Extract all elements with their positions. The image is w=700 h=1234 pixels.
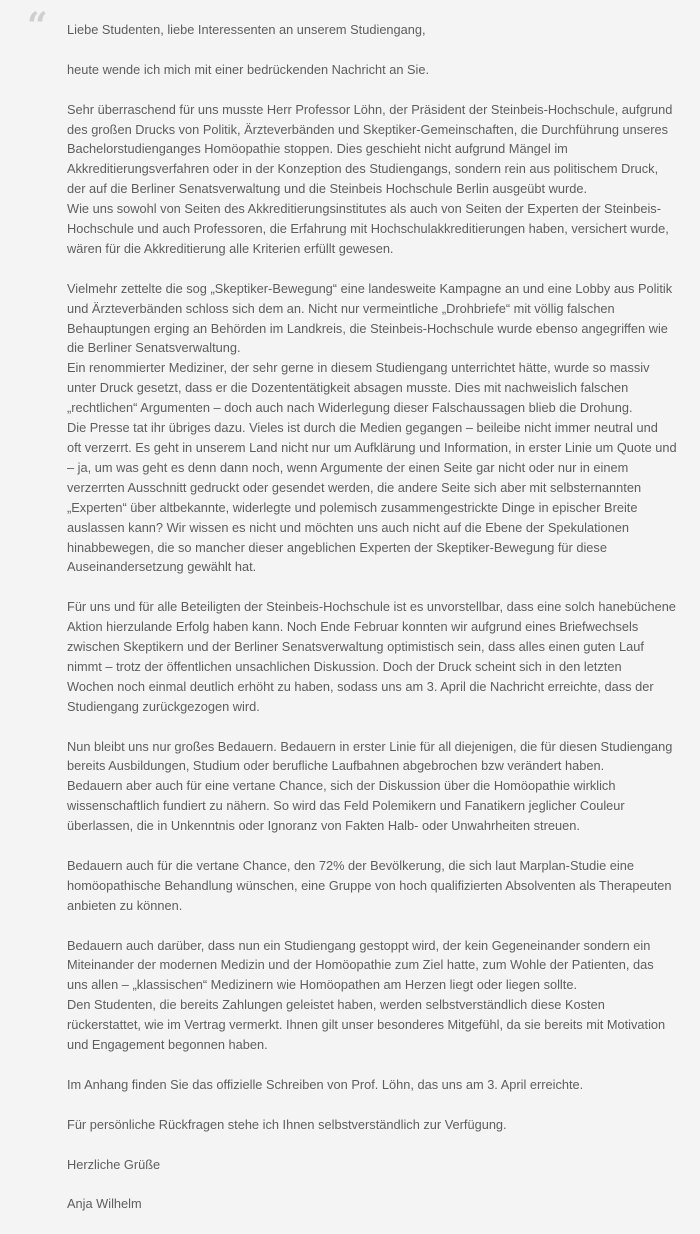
text-line: Die Presse tat ihr übriges dazu. Vieles ist durch die Medien gegangen – beileibe nicht immer neutral und bbox=[67, 420, 658, 436]
text-line: „Experten“ über altbekannte, widerlegte und polemisch zusammengestrickte Dinge in epischer Breite bbox=[67, 499, 638, 515]
text-line: auslassen kann? Wir wissen es nicht und möchten uns auch nicht auf die Ebene der Spekulationen bbox=[67, 519, 629, 535]
text-line: Für persönliche Rückfragen stehe ich Ihnen selbstverständlich zur Verfügung. bbox=[67, 1116, 507, 1132]
text-line: oft verzerrt. Es geht in unserem Land nicht nur um Aufklärung und Information, in erster Linie um Quote und bbox=[67, 439, 677, 455]
text-line: des großen Drucks von Politik, Ärzteverbänden und Skeptiker-Gemeinschaften, die Durchführung unseres bbox=[67, 121, 669, 137]
text-line: wären für die Akkreditierung alle Kriterien erfüllt gewesen. bbox=[67, 240, 394, 256]
letter-paragraph bbox=[67, 1155, 693, 1175]
text-line: uns allen – „klassischen“ Medizinern wie Homöopathen am Herzen liegt oder liegen sollte. bbox=[67, 977, 578, 993]
text-line: Ein renommierter Mediziner, der sehr gerne in diesem Studiengang unterrichtet hätte, wurde so massiv bbox=[67, 360, 650, 376]
text-line: unter Druck gesetzt, dass er die Dozententätigkeit absagen musste. Dies mit nachweislich falschen bbox=[67, 380, 629, 396]
text-line: Bedauern aber auch für eine vertane Chance, sich der Diskussion über die Homöopathie wirklich bbox=[67, 778, 616, 794]
text-line: heute wende ich mich mit einer bedrückenden Nachricht an Sie. bbox=[67, 61, 430, 77]
text-line: homöopathische Behandlung wünschen, eine Gruppe von hoch qualifizierten Absolventen als Therapeuten bbox=[67, 877, 672, 893]
text-line: Vielmehr zettelte die sog „Skeptiker-Bewegung“ eine landesweite Kampagne an und eine Lobby aus Politik bbox=[67, 280, 673, 296]
text-line: – ja, um was geht es denn dann noch, wenn Argumente der einen Seite gar nicht oder nur in einem bbox=[67, 459, 629, 475]
letter-paragraph bbox=[67, 1194, 693, 1214]
opening-quote-icon: “ bbox=[27, 5, 46, 47]
text-line: zwischen Skeptikern und der Berliner Senatsverwaltung optimistisch sein, dass alles einen guten Lauf bbox=[67, 639, 644, 655]
text-line: Den Studenten, die bereits Zahlungen geleistet haben, werden selbstverständlich diese Kosten bbox=[67, 997, 605, 1013]
letter-paragraph bbox=[67, 279, 693, 578]
text-line: Nun bleibt uns nur großes Bedauern. Bedauern in erster Linie für all diejenigen, die für diesen Studiengang bbox=[67, 738, 673, 754]
text-line: Sehr überraschend für uns musste Herr Professor Löhn, der Präsident der Steinbeis-Hochschule, aufgrund bbox=[67, 101, 673, 117]
letter-paragraph bbox=[67, 597, 693, 716]
text-line: der auf die Berliner Senatsverwaltung und die Steinbeis Hochschule Berlin ausgeübt wurde. bbox=[67, 181, 588, 197]
text-line: Liebe Studenten, liebe Interessenten an unserem Studiengang, bbox=[67, 22, 426, 37]
text-line: Herzliche Grüße bbox=[67, 1156, 161, 1172]
text-line: Bedauern auch für die vertane Chance, den 72% der Bevölkerung, die sich laut Marplan-Studie eine bbox=[67, 857, 634, 873]
text-line: wissenschaftlich fundiert zu nähern. So wird das Feld Polemikern und Fanatikern jeglicher Couleur bbox=[67, 798, 625, 814]
text-line: Miteinander der modernen Medizin und der Homöopathie zum Ziel hatte, zum Wohle der Patienten, das bbox=[67, 957, 654, 973]
letter-paragraph bbox=[67, 856, 693, 916]
letter-paragraph bbox=[67, 100, 693, 259]
text-line: Bachelorstudienganges Homöopathie stoppen. Dies geschieht nicht aufgrund Mängel im bbox=[67, 141, 568, 157]
letter-body bbox=[67, 20, 693, 1234]
text-line: und Ärzteverbänden schloss sich dem an. Nicht nur vermeintliche „Drohbriefe“ mit völlig falschen bbox=[67, 300, 615, 316]
text-line: Anja Wilhelm bbox=[67, 1196, 142, 1212]
text-line: Aktion hierzulande Erfolg haben kann. Noch Ende Februar konnten wir aufgrund eines Briefwechsels bbox=[67, 619, 639, 635]
text-line: und Engagement begonnen haben. bbox=[67, 1037, 268, 1053]
text-line: „rechtlichen“ Argumenten – doch auch nach Widerlegung dieser Falschaussagen blieb die Drohung. bbox=[67, 400, 633, 416]
text-line: Bedauern auch darüber, dass nun ein Studiengang gestoppt wird, der kein Gegeneinander sondern ein bbox=[67, 937, 651, 953]
letter-paragraph bbox=[67, 60, 693, 80]
text-line: bereits Ausbildungen, Studium oder berufliche Laufbahnen abgebrochen bzw verändert haben. bbox=[67, 758, 605, 774]
letter-paragraph bbox=[67, 737, 693, 837]
text-line: anbieten zu können. bbox=[67, 897, 183, 913]
text-line: die Berliner Senatsverwaltung. bbox=[67, 340, 241, 356]
text-line: überlassen, die in Unkenntnis oder Ignoranz von Fakten Halb- oder Unwahrheiten streuen. bbox=[67, 818, 580, 834]
text-line: Studiengang zurückgezogen wird. bbox=[67, 698, 260, 714]
text-line: Im Anhang finden Sie das offizielle Schreiben von Prof. Löhn, das uns am 3. April erreichte. bbox=[67, 1076, 584, 1092]
text-line: Hochschule und auch Professoren, die Erfahrung mit Hochschulakkreditierungen haben, versichert wurde, bbox=[67, 221, 669, 237]
letter-paragraph bbox=[67, 1075, 693, 1095]
letter-paragraph bbox=[67, 20, 693, 40]
text-line: rückerstattet, wie im Vertrag vermerkt. Ihnen gilt unser besonderes Mitgefühl, da sie bereits mit Motivation bbox=[67, 1017, 666, 1033]
text-line: verzerrten Ausschnitt gedruckt oder gesendet werden, die andere Seite sich aber mit selbsternannten bbox=[67, 479, 642, 495]
letter-paragraph bbox=[67, 1115, 693, 1135]
text-line: Behauptungen erging an Behörden im Landkreis, die Steinbeis-Hochschule wurde ebenso angegriffen wie bbox=[67, 320, 668, 336]
text-line: Wie uns sowohl von Seiten des Akkreditierungsinstitutes als auch von Seiten der Experten der Steinbeis- bbox=[67, 201, 661, 217]
text-line: Wochen noch einmal deutlich erhöht zu haben, sodass uns am 3. April die Nachricht erreichte, dass der bbox=[67, 678, 654, 694]
text-line: Auseinandersetzung gewählt hat. bbox=[67, 559, 257, 575]
text-line: nimmt – trotz der öffentlichen unsachlichen Diskussion. Doch der Druck scheint sich in den letzten bbox=[67, 658, 622, 674]
text-line: Für uns und für alle Beteiligten der Steinbeis-Hochschule ist es unvorstellbar, dass eine solch hanebüchene bbox=[67, 599, 676, 615]
letter-paragraph bbox=[67, 936, 693, 1055]
text-line: hinabbewegen, die so mancher dieser angeblichen Experten der Skeptiker-Bewegung für diese bbox=[67, 539, 607, 555]
text-line: Akkreditierungsverfahren oder in der Konzeption des Studiengangs, sondern rein aus politischem Druck, bbox=[67, 161, 659, 177]
